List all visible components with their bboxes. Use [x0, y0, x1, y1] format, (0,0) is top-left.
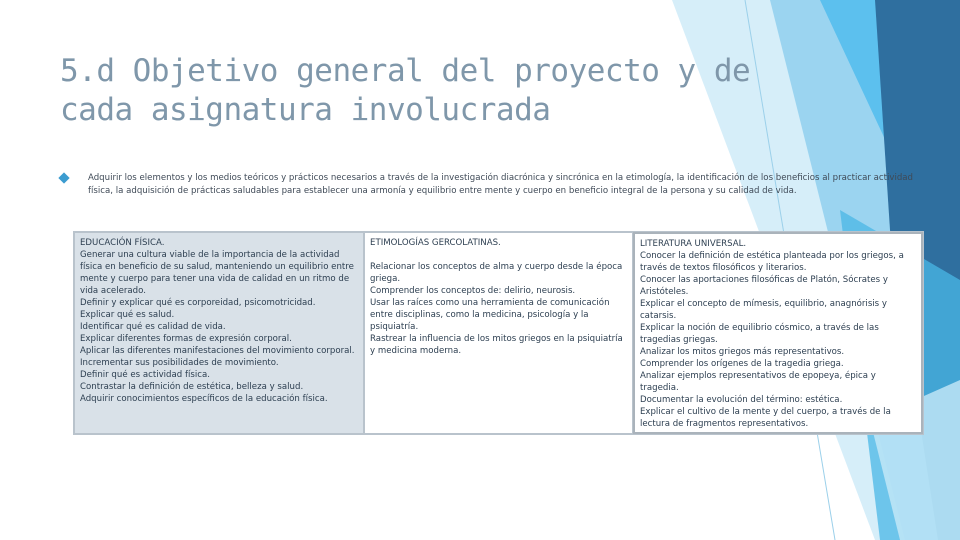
objective-line: Generar una cultura viable de la importancia de la actividad física en beneficio de su salud, manteniendo un equilibrio entre mente y cuerpo para tener una vida de calidad en un ritmo de vida acelerado.: [80, 250, 354, 296]
table-row: [74, 232, 923, 434]
objective-line: Conocer las aportaciones filosóficas de Platón, Sócrates y Aristóteles.: [639, 275, 888, 297]
diamond-bullet-icon: [58, 172, 69, 183]
objective-line: Explicar el cultivo de la mente y del cuerpo, a través de la lectura de fragmentos representativos.: [639, 407, 891, 429]
objective-line: Analizar los mitos griegos más representativos.: [639, 347, 845, 357]
spacer-line: [370, 249, 627, 261]
objective-line: Contrastar la definición de estética, belleza y salud.: [80, 382, 304, 392]
objective-line: Explicar el concepto de mímesis, equilibrio, anagnórisis y catarsis.: [639, 299, 887, 321]
column-etimologias: [364, 232, 633, 434]
objective-line: Definir qué es actividad física.: [80, 370, 210, 380]
objective-line: Explicar qué es salud.: [80, 310, 175, 320]
objective-line: Definir y explicar qué es corporeidad, psicomotricidad.: [80, 298, 316, 308]
objective-line: Relacionar los conceptos de alma y cuerpo desde la época griega.: [370, 262, 623, 284]
objective-line: Analizar ejemplos representativos de epopeya, épica y tragedia.: [639, 371, 876, 393]
column-literatura-universal: [633, 232, 923, 434]
objective-line: Conocer la definición de estética planteada por los griegos, a través de textos filosóficos y literarios.: [639, 251, 904, 273]
general-objective-text: Adquirir los elementos y los medios teóricos y prácticos necesarios a través de la investigación diacrónica y sincrónica en la etimología, la identificación de los beneficios al practicar actividad física, la adquisición de prácticas saludables para establecer una armonía y equilibrio entre mente y cuerpo en beneficio integral de la persona y su calidad de vida.: [88, 173, 914, 196]
objective-line: Aplicar las diferentes manifestaciones del movimiento corporal.: [80, 346, 355, 356]
slide-title: 5.d Objetivo general del proyecto y de cada asignatura involucrada: [60, 53, 751, 128]
objective-line: Rastrear la influencia de los mitos griegos en la psiquiatría y medicina moderna.: [370, 334, 623, 356]
objective-line: Explicar la noción de equilibrio cósmico, a través de las tragedias griegas.: [639, 323, 879, 345]
objective-line: Incrementar sus posibilidades de movimiento.: [80, 358, 279, 368]
objective-line: Comprender los conceptos de: delirio, neurosis.: [370, 286, 576, 296]
column-heading: LITERATURA UNIVERSAL.: [639, 239, 747, 249]
objective-line: Explicar diferentes formas de expresión corporal.: [80, 334, 292, 344]
column-heading: ETIMOLOGÍAS GERCOLATINAS.: [370, 238, 501, 248]
subject-objectives-table: [73, 231, 924, 435]
column-heading: EDUCACIÓN FÍSICA.: [80, 238, 165, 248]
general-objective-bullet: [60, 172, 930, 198]
objective-line: Adquirir conocimientos específicos de la educación física.: [80, 394, 328, 404]
objective-line: Identificar qué es calidad de vida.: [80, 322, 226, 332]
objective-line: Comprender los orígenes de la tragedia griega.: [639, 359, 844, 369]
objective-line: Usar las raíces como una herramienta de comunicación entre disciplinas, como la medicina, psicología y la psiquiatría.: [370, 298, 610, 332]
column-educacion-fisica: [74, 232, 364, 434]
objective-line: Documentar la evolución del término: estética.: [639, 395, 843, 405]
